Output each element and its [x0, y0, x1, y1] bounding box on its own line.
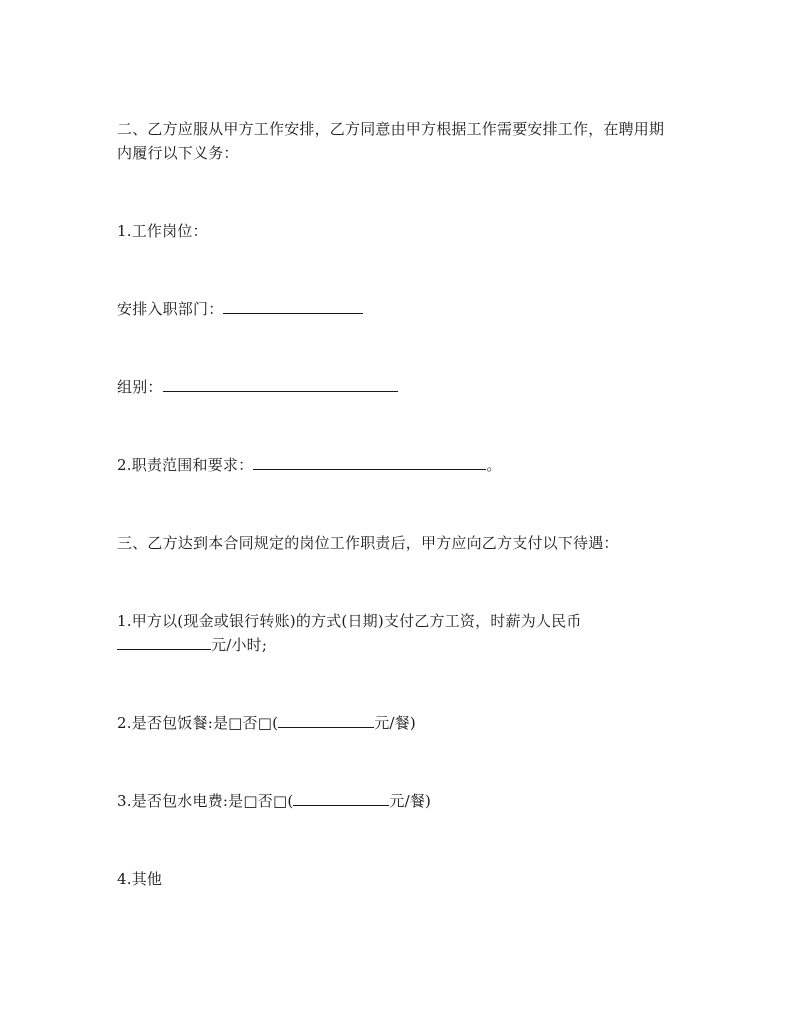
section-2-text-2: 内履行以下义务： [117, 144, 239, 162]
section-2-line-2 [117, 141, 239, 165]
group-line [117, 375, 398, 399]
duties-label: 2.职责范围和要求： [117, 456, 254, 474]
meal-unit: 元/餐) [374, 714, 416, 732]
salary-text: 1.甲方以(现金或银行转账)的方式(日期)支付乙方工资，时薪为人民币 [117, 612, 582, 630]
hourly-wage-unit: 元/小时; [211, 636, 268, 654]
department-blank-field[interactable] [223, 298, 363, 314]
utilities-no-checkbox[interactable]: □ [272, 792, 288, 810]
department-line [117, 297, 363, 321]
salary-line-1 [117, 609, 582, 633]
utilities-price-blank-field[interactable] [293, 790, 389, 806]
meal-label: 2.是否包饭餐:是 [117, 714, 229, 732]
meal-yes-checkbox[interactable]: □ [228, 714, 243, 732]
utilities-label: 3.是否包水电费:是 [117, 792, 244, 810]
meal-no-label: 否 [242, 714, 258, 732]
duties-period: 。 [486, 456, 502, 474]
section-2-text-1: 二、乙方应服从甲方工作安排，乙方同意由甲方根据工作需要安排工作，在聘用期 [117, 120, 665, 138]
job-post-label: 1.工作岗位： [117, 222, 208, 240]
department-label: 安排入职部门： [117, 300, 224, 318]
other-heading [117, 867, 162, 891]
utilities-open-paren: ( [287, 792, 294, 810]
utilities-no-label: 否 [257, 792, 273, 810]
group-blank-field[interactable] [163, 376, 398, 392]
meal-price-blank-field[interactable] [278, 712, 374, 728]
duties-blank-field[interactable] [253, 454, 486, 470]
salary-line-2 [117, 633, 267, 657]
section-3-line [117, 531, 619, 555]
other-label: 4.其他 [117, 870, 163, 888]
section-2-line-1 [117, 117, 664, 141]
hourly-wage-blank-field[interactable] [117, 634, 211, 650]
section-3-text: 三、乙方达到本合同规定的岗位工作职责后，甲方应向乙方支付以下待遇： [117, 534, 619, 552]
utilities-unit: 元/餐) [389, 792, 432, 810]
meal-no-checkbox[interactable]: □ [257, 714, 273, 732]
utilities-line [117, 789, 431, 813]
group-label: 组别： [117, 378, 163, 396]
meal-open-paren: ( [272, 714, 279, 732]
job-post-heading [117, 219, 208, 243]
duties-line [117, 453, 502, 477]
utilities-yes-checkbox[interactable]: □ [243, 792, 258, 810]
meal-line [117, 711, 416, 735]
